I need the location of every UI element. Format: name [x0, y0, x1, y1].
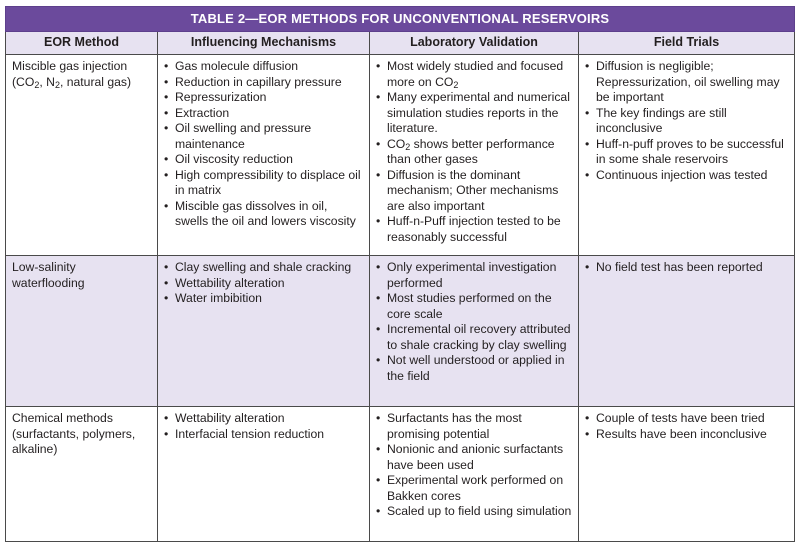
list-item — [376, 168, 572, 215]
bullet-icon: • — [585, 260, 590, 274]
list-item — [164, 199, 363, 230]
list-item — [164, 106, 363, 122]
bullet-icon: • — [376, 473, 381, 487]
eor-table-container — [5, 6, 794, 542]
bullet-icon: • — [164, 275, 169, 290]
list-item — [164, 75, 363, 91]
list-item — [376, 322, 572, 353]
method-name: Miscible gas injection ($CO_2$, $N_2$, natural gas) — [12, 59, 132, 90]
list-item — [585, 106, 788, 137]
list-item — [164, 59, 363, 75]
method-name: Chemical methods (surfactants, polymers, alkaline) — [12, 411, 136, 456]
list-item — [376, 291, 572, 322]
bullet-icon: • — [376, 214, 381, 228]
bullet-icon: • — [585, 411, 590, 425]
bullet-icon: • — [164, 74, 169, 89]
bullet-icon: • — [376, 504, 381, 518]
list-item-text: Oil swelling and pressure maintenance — [175, 121, 312, 151]
list-item-text: Diffusion is negligible; Repressurization, oil swelling may be important — [596, 59, 780, 104]
bullet-list — [585, 411, 788, 442]
bullet-icon: • — [164, 260, 169, 274]
list-item-text: The key findings are still inconclusive — [596, 105, 727, 135]
bullet-list — [585, 260, 788, 276]
header-laboratory-validation: Laboratory Validation — [370, 32, 579, 55]
lab-validation-cell — [370, 55, 579, 256]
bullet-icon: • — [585, 167, 590, 182]
list-item-text: Miscible gas dissolves in oil, swells the oil and lowers viscosity — [175, 198, 356, 228]
field-trials-cell — [579, 55, 795, 256]
list-item-text: Most widely studied and focused more on $CO_2$ — [387, 59, 564, 90]
bullet-icon: • — [164, 426, 169, 441]
list-item-text: Wettability alteration — [175, 411, 285, 425]
list-item-text: Many experimental and numerical simulation studies reports in the literature. — [387, 90, 570, 135]
mechanisms-cell — [158, 256, 370, 407]
header-field-trials: Field Trials — [579, 32, 795, 55]
list-item-text: No field test has been reported — [596, 260, 763, 274]
list-item-text: Surfactants has the most promising potential — [387, 411, 522, 441]
list-item-text: Couple of tests have been tried — [596, 411, 765, 425]
bullet-icon: • — [164, 198, 169, 213]
bullet-icon: • — [376, 353, 381, 367]
bullet-icon: • — [376, 136, 381, 151]
list-item-text: Incremental oil recovery attributed to shale cracking by clay swelling — [387, 322, 571, 352]
bullet-icon: • — [585, 105, 590, 120]
bullet-icon: • — [164, 411, 169, 425]
list-item-text: Only experimental investigation performed — [387, 260, 557, 290]
list-item — [376, 214, 572, 245]
list-item — [376, 353, 572, 384]
list-item — [164, 121, 363, 152]
list-item — [164, 90, 363, 106]
list-item-text: Gas molecule diffusion — [175, 59, 299, 73]
bullet-list — [376, 260, 572, 384]
list-item-text: Oil viscosity reduction — [175, 152, 293, 166]
eor-methods-table — [5, 6, 795, 542]
list-item — [585, 411, 788, 427]
list-item-text: Water imbibition — [175, 291, 262, 305]
bullet-icon: • — [164, 105, 169, 120]
table-row — [6, 407, 795, 542]
list-item-text: Scaled up to field using simulation — [387, 504, 572, 518]
bullet-icon: • — [585, 59, 590, 73]
bullet-icon: • — [585, 136, 590, 151]
list-item-text: Clay swelling and shale cracking — [175, 260, 352, 274]
list-item — [164, 152, 363, 168]
bullet-icon: • — [376, 322, 381, 336]
list-item — [376, 90, 572, 137]
bullet-icon: • — [164, 291, 169, 305]
header-eor-method: EOR Method — [6, 32, 158, 55]
list-item — [164, 168, 363, 199]
list-item — [164, 411, 363, 427]
field-trials-cell — [579, 256, 795, 407]
method-cell — [6, 407, 158, 542]
list-item-text: Nonionic and anionic surfactants have been used — [387, 442, 564, 472]
bullet-icon: • — [376, 59, 381, 73]
list-item — [376, 411, 572, 442]
list-item-text: Reduction in capillary pressure — [175, 74, 342, 89]
list-item-text: High compressibility to displace oil in matrix — [175, 167, 361, 197]
list-item-text: Interfacial tension reduction — [175, 426, 325, 441]
list-item-text: Not well understood or applied in the field — [387, 353, 565, 383]
bullet-icon: • — [164, 59, 169, 73]
list-item — [376, 59, 572, 90]
mechanisms-cell — [158, 407, 370, 542]
method-name: Low-salinity waterflooding — [12, 260, 85, 290]
bullet-list — [376, 59, 572, 245]
list-item — [164, 260, 363, 276]
list-item-text: Repressurization — [175, 90, 267, 104]
bullet-list — [164, 59, 363, 230]
field-trials-cell — [579, 407, 795, 542]
list-item — [376, 260, 572, 291]
bullet-list — [164, 260, 363, 307]
table-title: TABLE 2—EOR METHODS FOR UNCONVENTIONAL RESERVOIRS — [6, 7, 795, 32]
list-item — [164, 276, 363, 292]
list-item-text: Huff-n-puff proves to be successful in some shale reservoirs — [596, 136, 784, 166]
list-item — [376, 442, 572, 473]
bullet-icon: • — [376, 411, 381, 425]
list-item-text: Continuous injection was tested — [596, 167, 768, 182]
bullet-icon: • — [164, 121, 169, 135]
list-item — [585, 168, 788, 184]
list-item-text: Diffusion is the dominant mechanism; Other mechanisms are also important — [387, 167, 559, 213]
method-cell — [6, 55, 158, 256]
lab-validation-cell — [370, 407, 579, 542]
list-item-text: Wettability alteration — [175, 275, 285, 290]
bullet-list — [164, 411, 363, 442]
list-item — [585, 427, 788, 443]
list-item-text: Huff-n-Puff injection tested to be reasonably successful — [387, 214, 561, 244]
bullet-list — [585, 59, 788, 183]
bullet-icon: • — [376, 260, 381, 274]
bullet-icon: • — [164, 152, 169, 166]
mechanisms-cell — [158, 55, 370, 256]
header-influencing-mechanisms: Influencing Mechanisms — [158, 32, 370, 55]
table-row — [6, 55, 795, 256]
list-item — [164, 291, 363, 307]
bullet-icon: • — [376, 167, 381, 182]
bullet-icon: • — [376, 90, 381, 104]
list-item — [376, 504, 572, 520]
method-cell — [6, 256, 158, 407]
table-row — [6, 256, 795, 407]
bullet-icon: • — [164, 90, 169, 104]
list-item-text: Experimental work performed on Bakken cores — [387, 473, 564, 503]
list-item — [164, 427, 363, 443]
bullet-icon: • — [376, 291, 381, 305]
list-item-text: Most studies performed on the core scale — [387, 291, 552, 321]
list-item-text: Extraction — [175, 105, 230, 120]
bullet-icon: • — [376, 442, 381, 456]
list-item — [585, 260, 788, 276]
lab-validation-cell — [370, 256, 579, 407]
bullet-icon: • — [164, 167, 169, 182]
list-item — [376, 473, 572, 504]
list-item — [585, 137, 788, 168]
list-item — [376, 137, 572, 168]
list-item-text: Results have been inconclusive — [596, 426, 767, 441]
bullet-icon: • — [585, 426, 590, 441]
list-item — [585, 59, 788, 106]
bullet-list — [376, 411, 572, 520]
list-item-text: $CO_2$ shows better performance than other gases — [387, 136, 555, 166]
